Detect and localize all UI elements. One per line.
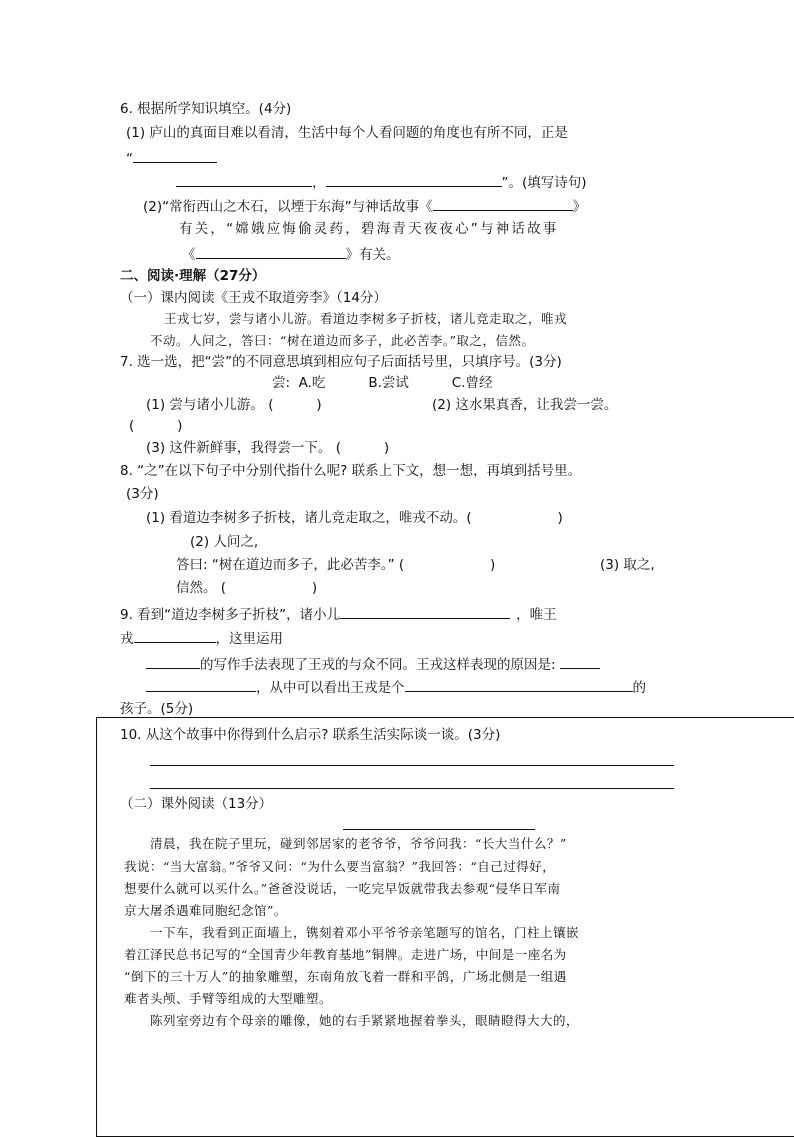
passage-p2-line1: 一下车，我看到正面墙上，镌刻着邓小平爷爷亲笔题写的馆名，门柱上镶嵌 — [150, 925, 580, 940]
passage-p1-line4: 京大屠杀遇难同胞纪念馆”。 — [124, 903, 287, 918]
q7-heading: 7. 选一选，把“尝”的不同意思填到相应句子后面括号里，只填序号。(3分) — [120, 354, 562, 370]
comma: ， — [312, 175, 326, 191]
reading-part1-title: （一）课内阅读《王戎不取道旁李》（14分） — [120, 290, 387, 306]
q7-item1: (1) 尝与诸小儿游。 ( ) — [146, 397, 322, 413]
q9-line1 — [120, 605, 557, 624]
q10-answer-line-2[interactable] — [150, 788, 674, 789]
q10-answer-line-1[interactable] — [150, 765, 674, 766]
q9-line5: 孩子。(5分) — [120, 701, 194, 717]
passage-title-blank[interactable] — [343, 829, 535, 830]
q9-line3 — [146, 655, 600, 674]
close-book-mark: 》 — [572, 199, 587, 215]
passage-p1-line1: 清晨，我在院子里玩，碰到邻居家的老爷爷，爷爷问我：“长大当什么？” — [150, 836, 567, 851]
q8-heading: 8. “之”在以下句子中分别代指什么呢? 联系上下文，想一想，再填到括号里。 — [120, 463, 582, 479]
q9-blank-6[interactable] — [405, 678, 633, 692]
q8-heading-score: (3分) — [126, 486, 159, 502]
q6-part2-tail: 》有关。 — [345, 247, 400, 263]
q7-item2: (2) 这水果真香，让我尝一尝。 — [432, 397, 618, 413]
q9-blank-2[interactable] — [134, 629, 216, 643]
q9-line4 — [146, 678, 646, 697]
classical-passage-line1: 王戎七岁，尝与诸小儿游。看道边李树多子折枝，诸儿竞走取之，唯戎 — [164, 311, 568, 326]
q9-blank-4[interactable] — [560, 655, 600, 669]
q6-part1-text: (1) 庐山的真面目难以看清，生活中每个人看问题的角度也有所不同，正是 — [126, 125, 568, 141]
q8-item2-answer: 答曰: “树在道边而多子，此必苦李。” ( ) — [176, 557, 496, 573]
q9-text-b: ，唯王 — [516, 607, 557, 623]
q6-part1-blanks — [176, 173, 587, 192]
q6-heading: 6. 根据所学知识填空。(4分) — [120, 101, 292, 117]
passage-p2-line4: 难者头颅、手臂等组成的大型雕塑。 — [124, 991, 333, 1006]
q9-text-d: ，这里运用 — [215, 631, 283, 647]
q9-blank-3[interactable] — [146, 655, 200, 669]
q8-item3: (3) 取之, — [600, 557, 655, 573]
q8-item2: (2) 人问之, — [190, 534, 259, 550]
q6-blank-3[interactable] — [326, 173, 502, 187]
passage-p3-line1: 陈列室旁边有个母亲的雕像，她的右手紧紧地握着拳头，眼睛瞪得大大的， — [150, 1013, 580, 1028]
reading-part2-title: （二）课外阅读（13分） — [120, 796, 273, 812]
q6-part2-text: (2)“常衔西山之木石，以堙于东海”与神话故事《 — [143, 199, 433, 215]
q7-item2-paren: ( ) — [129, 418, 183, 434]
q9-text-c: 戎 — [120, 631, 134, 647]
q7-item3: (3) 这件新鲜事，我得尝一下。 ( ) — [146, 440, 390, 456]
q10-heading: 10. 从这个故事中你得到什么启示? 联系生活实际谈一谈。(3分) — [120, 727, 501, 743]
q6-blank-2[interactable] — [176, 173, 312, 187]
q8-item3-answer: 信然。 ( ) — [176, 580, 318, 596]
q6-blank-5[interactable] — [196, 245, 346, 259]
classical-passage-line2: 不动。人问之，答曰：“树在道边而多子，此必苦李。”取之，信然。 — [150, 333, 535, 348]
section2-title: 二、阅读·理解（27分） — [120, 268, 266, 284]
q7-options: 尝: A.吃 B.尝试 C.曾经 — [272, 375, 493, 391]
q9-blank-1[interactable] — [340, 605, 510, 619]
q6-part1-open — [126, 149, 217, 168]
q9-line2 — [120, 629, 283, 648]
q8-item1: (1) 看道边李树多子折枝，诸儿竞走取之，唯戎不动。( ) — [146, 510, 563, 526]
q6-part2-line3 — [182, 245, 400, 264]
q9-text-e: 的写作手法表现了王戎的与众不同。王戎这样表现的原因是: — [200, 657, 556, 673]
q9-text-a: 9. 看到“道边李树多子折枝”，诸小儿 — [120, 607, 341, 623]
q9-blank-5[interactable] — [146, 678, 256, 692]
open-book-mark: 《 — [182, 247, 196, 263]
passage-p1-line2: 我说：“当大富翁。”爷爷又问：“为什么要当富翁？”我回答：“自己过得好， — [124, 859, 556, 874]
passage-p2-line3: “倒下的三十万人”的抽象雕塑，东南角放飞着一群和平鸽，广场北侧是一组遇 — [124, 969, 567, 984]
q6-part2-line2: 有关，“嫦娥应悔偷灵药，碧海青天夜夜心”与神话故事 — [179, 221, 559, 237]
q6-blank-1[interactable] — [133, 149, 217, 163]
q6-blank-4[interactable] — [433, 197, 573, 211]
open-quote: “ — [126, 151, 133, 167]
q6-part2-line1 — [143, 197, 586, 216]
passage-p1-line3: 想要什么就可以买什么。”爸爸没说话，一吃完早饭就带我去参观“侵华日军南 — [124, 881, 561, 896]
q9-text-g: 的 — [632, 680, 646, 696]
fill-hint: ”。(填写诗句) — [501, 175, 587, 191]
passage-p2-line2: 着江泽民总书记写的“全国青少年教育基地”铜牌。走进广场，中间是一座名为 — [124, 947, 567, 962]
q9-text-f: ，从中可以看出王戎是个 — [256, 680, 405, 696]
